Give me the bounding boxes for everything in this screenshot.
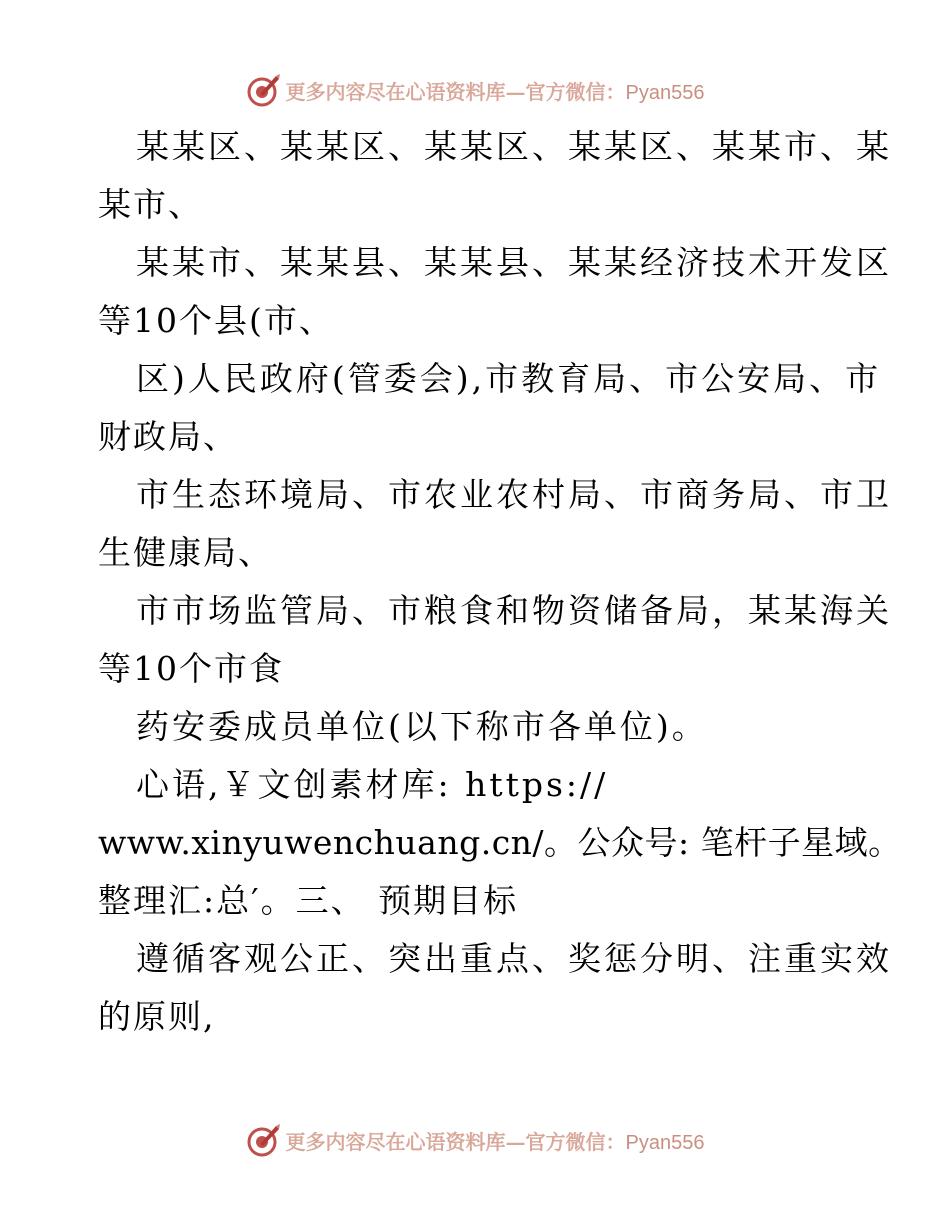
text-line: 药安委成员单位(以下称市各单位)。	[136, 707, 708, 746]
text-line: 等10个县(市、	[98, 301, 334, 340]
text-line: 财政局、	[98, 417, 238, 456]
text-line: 生健康局、	[98, 533, 273, 572]
text-line: 等10个市食	[98, 649, 284, 688]
text-line: 某某市、某某县、某某县、某某经济技术开发区	[136, 243, 892, 282]
text-line: www.xinyuwenchuang.cn/。公众号: 笔杆子星域。	[98, 823, 902, 862]
header-banner-text: 更多内容尽在心语资料库—官方微信：Pyan556	[285, 79, 705, 104]
footer-banner	[0, 1120, 950, 1160]
header-banner	[0, 70, 950, 110]
quill-logo-icon	[246, 72, 282, 108]
text-line: 市市场监管局、市粮食和物资储备局，某某海关	[136, 591, 892, 630]
text-line: 的原则,	[98, 997, 216, 1036]
header-wechat-id: Pyan556	[625, 81, 705, 104]
text-line: 某某区、某某区、某某区、某某区、某某市、某	[136, 127, 892, 166]
text-line: 市生态环境局、市农业农村局、市商务局、市卫	[136, 475, 892, 514]
text-line: 遵循客观公正、突出重点、奖惩分明、注重实效	[136, 939, 892, 978]
footer-wechat-id: Pyan556	[625, 1131, 705, 1154]
document-body	[98, 118, 902, 1046]
text-line: 心语,￥文创素材库: https://	[136, 765, 609, 804]
text-line: 区)人民政府(管委会),市教育局、市公安局、市	[136, 359, 882, 398]
text-line: 某市、	[98, 185, 203, 224]
quill-logo-icon	[246, 1122, 282, 1158]
footer-banner-text: 更多内容尽在心语资料库—官方微信：Pyan556	[285, 1129, 705, 1154]
text-line: 整理汇:总′。三、 预期目标	[98, 881, 519, 920]
